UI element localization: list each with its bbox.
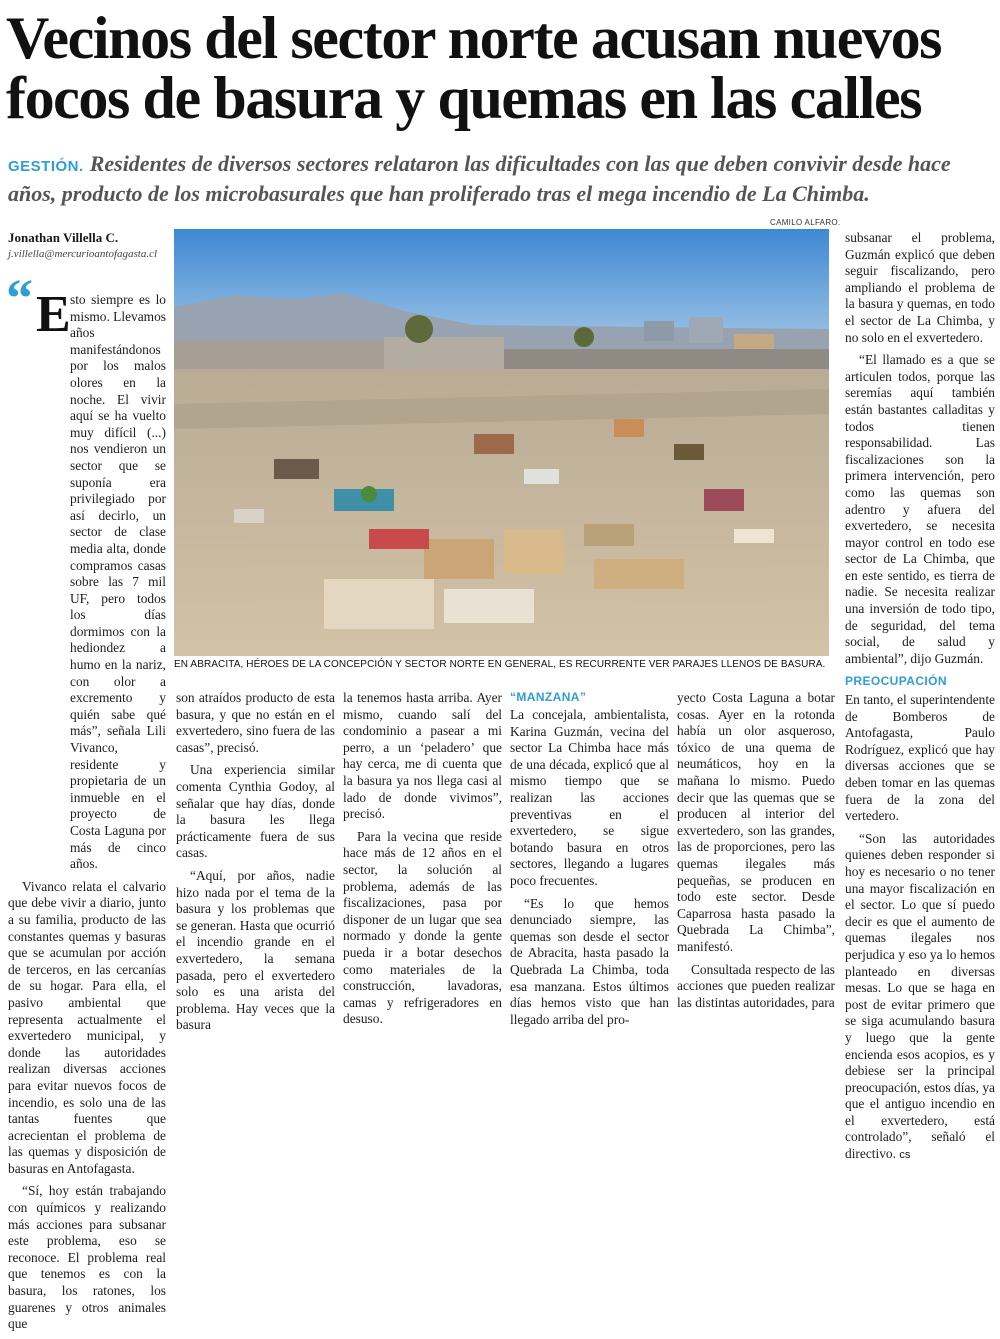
col6-paragraph-4: “Son las autoridades quienes deben responder si hoy es necesario o no tener una mayor fiscalización en el sector. Lo que sí puedo decir es que el aumento de quemas ilegales nos perjudica y eso ya lo hemos planteado en diversas mesas. Lo que se haga en post de evitar primero que se siga acumulando basura y luego que la gente encienda esos acopios, es y debiese ser la principal preocupación, estos días, ya que el antiguo incendio en el exvertedero, está controlado”, señaló el directivo. cs xyxy=(845,830,995,1162)
article-photo xyxy=(174,229,829,656)
headline-line-2: focos de basura y quemas en las calles xyxy=(6,65,922,131)
article-column-5 xyxy=(677,690,835,1017)
col5-paragraph-1: yecto Costa Laguna a botar cosas. Ayer en la rotonda había un olor asqueroso, tóxico de una quema de neumáticos, hoy en la mañana lo mismo. Puedo decir que las quemas que se producen al interior del exvertedero, son las grandes, las de proporciones, pero las quemas ilegales más pequeñas, se producen en todo este sector. Desde Caparrosa hasta pasado la Quebrada La Chimba”, manifestó. xyxy=(677,690,835,954)
article-column-6 xyxy=(845,230,995,1170)
dropcap-letter: E xyxy=(36,286,71,343)
col6-paragraph-3: En tanto, el superintendente de Bomberos de Antofagasta, Paulo Rodríguez, explicó que hay diversas acciones que se deben tomar en las quemas fuera de la zona del vertedero. xyxy=(845,692,995,824)
photo-caption: EN ABRACITA, HÉROES DE LA CONCEPCIÓN Y SECTOR NORTE EN GENERAL, ES RECURRENTE VER PARAJES LLENOS DE BASURA. xyxy=(174,659,826,670)
col2-paragraph-1: son atraídos producto de esta basura, y que no están en el exvertedero, sino fuera de las casas”, precisó. xyxy=(176,690,335,755)
col3-paragraph-1: la tenemos hasta arriba. Ayer mismo, cuando salí del condominio a pasear a mi perro, a un ‘peladero’ que hay cerca, me di cuenta que la basura ya nos llega casi al lado de donde vivimos”, precisó. xyxy=(343,690,502,822)
col6-paragraph-2: “El llamado es a que se articulen todos, porque las seremías aquí también están bastantes calladitas y todos tienen responsabilidad. Las fiscalizaciones son la primera intervención, pero como las quemas son adentro y afuera del exvertedero, se necesita mayor control en todo ese sector de La Chimba, que en este sentido, es tierra de nadie. Se necesita realizar una inversión de todo tipo, de seguridad, del tema social, de salud y ambiental”, dijo Guzmán. xyxy=(845,352,995,666)
article-column-2 xyxy=(176,690,335,1040)
headline-line-1: Vecinos del sector norte acusan nuevos xyxy=(6,5,942,71)
byline-author: Jonathan Villella C. xyxy=(8,230,119,245)
article-column-4 xyxy=(510,707,669,1034)
article-column-1 xyxy=(8,286,166,1339)
col4-paragraph-2: “Es lo que hemos denunciado siempre, las quemas son desde el sector de Abracita, hasta pasado la Quebrada La Chimba, toda esa manzana. Estos últimos días hemos visto que han llegado arriba del pro- xyxy=(510,895,669,1027)
col6-paragraph-1: subsanar el problema, Guzmán explicó que deben seguir fiscalizando, pero ampliando el problema de la basura y quemas, en todo el sector de La Chimba, y no solo en el exvertedero. xyxy=(845,230,995,345)
subhead-manzana: “MANZANA” xyxy=(510,690,587,704)
col5-paragraph-2: Consultada respecto de las acciones que pueden realizar las distintas autoridades, para xyxy=(677,961,835,1010)
col2-paragraph-3: “Aquí, por años, nadie hizo nada por el tema de la basura y los problemas que se generan. Hasta que ocurrió el incendio grande en el exvertedero, la semana pasada, pero el exvertedero solo es una arista del problema. Hay veces que la basura xyxy=(176,867,335,1033)
col4-paragraph-1: La concejala, ambientalista, Karina Guzmán, vecina del sector La Chimba hace más de una década, explicó que al mismo tiempo que se realizan las acciones preventivas en el exvertedero, se sigue botando basura en otros sectores, llegando a lugares poco frecuentes. xyxy=(510,707,669,888)
col2-paragraph-2: Una experiencia similar comenta Cynthia Godoy, al señalar que hay días, donde la basura les llega prácticamente fuera de sus casas. xyxy=(176,762,335,861)
article-column-3 xyxy=(343,690,502,1034)
subhead-preocupacion: PREOCUPACIÓN xyxy=(845,674,947,689)
col1-paragraph-2: Vivanco relata el calvario que debe vivir a diario, junto a su familia, producto de las constantes quemas y basuras que se acumulan por acción de terceros, en las cercanías de su hogar. Para ella, el pasivo ambiental que representa actualmente el exvertedero municipal, y donde las autoridades realizan diversas acciones para evitar nuevos focos de incendio, es solo una de las tantas fuentes que acrecientan el problema de las quemas y disposición de basuras en Antofagasta. xyxy=(8,878,166,1176)
col1-paragraph-1-lead: sto siempre es lo mismo. Llevamos años manifestándonos por los malos olores en la noche. El vivir aquí se ha vuelto muy difícil (...) nos vendieron un sector que se suponía era privilegiado por así decirlo, un sector de clase media alta, donde compramos casas sobre las 7 mil UF, pero todos los días dormimos con la hediondez a humo en la nariz, con olor a excremento y quién sabe qué más”, señala Lili Vivanco, residente y propietaria de un inmueble en el proyecto de Costa Laguna por más de cinco años. xyxy=(70,292,166,872)
photo-illustration xyxy=(174,229,829,656)
deck-kicker: GESTIÓN. xyxy=(8,158,84,175)
deck-text: Residentes de diversos sectores relataron las dificultades con las que deben convivir desde hace años, producto de los microbasurales que han proliferado tras el mega incendio de La Chimba. xyxy=(8,151,951,206)
deck xyxy=(8,150,993,207)
col3-paragraph-2: Para la vecina que reside hace más de 12 años en el sector, la solución al problema, además de las fiscalizaciones, pasa por disponer de un lugar que sea normado y donde la gente pueda ir a botar desechos como materiales de la construcción, lavadoras, camas y refrigeradores en desuso. xyxy=(343,828,502,1027)
headline xyxy=(6,5,996,131)
end-mark: cs xyxy=(899,1149,911,1162)
col1-paragraph-3: “Sí, hoy están trabajando con químicos y realizando más acciones para subsanar este problema, eso se reconoce. El problema real que tenemos es con la basura, los ratones, los guarenes y otros animales que xyxy=(8,1183,166,1332)
dropcap-quote: “ xyxy=(6,268,33,328)
photo-credit: CAMILO ALFARO. xyxy=(770,218,841,227)
byline-email[interactable]: j.villella@mercurioantofagasta.cl xyxy=(8,248,158,260)
